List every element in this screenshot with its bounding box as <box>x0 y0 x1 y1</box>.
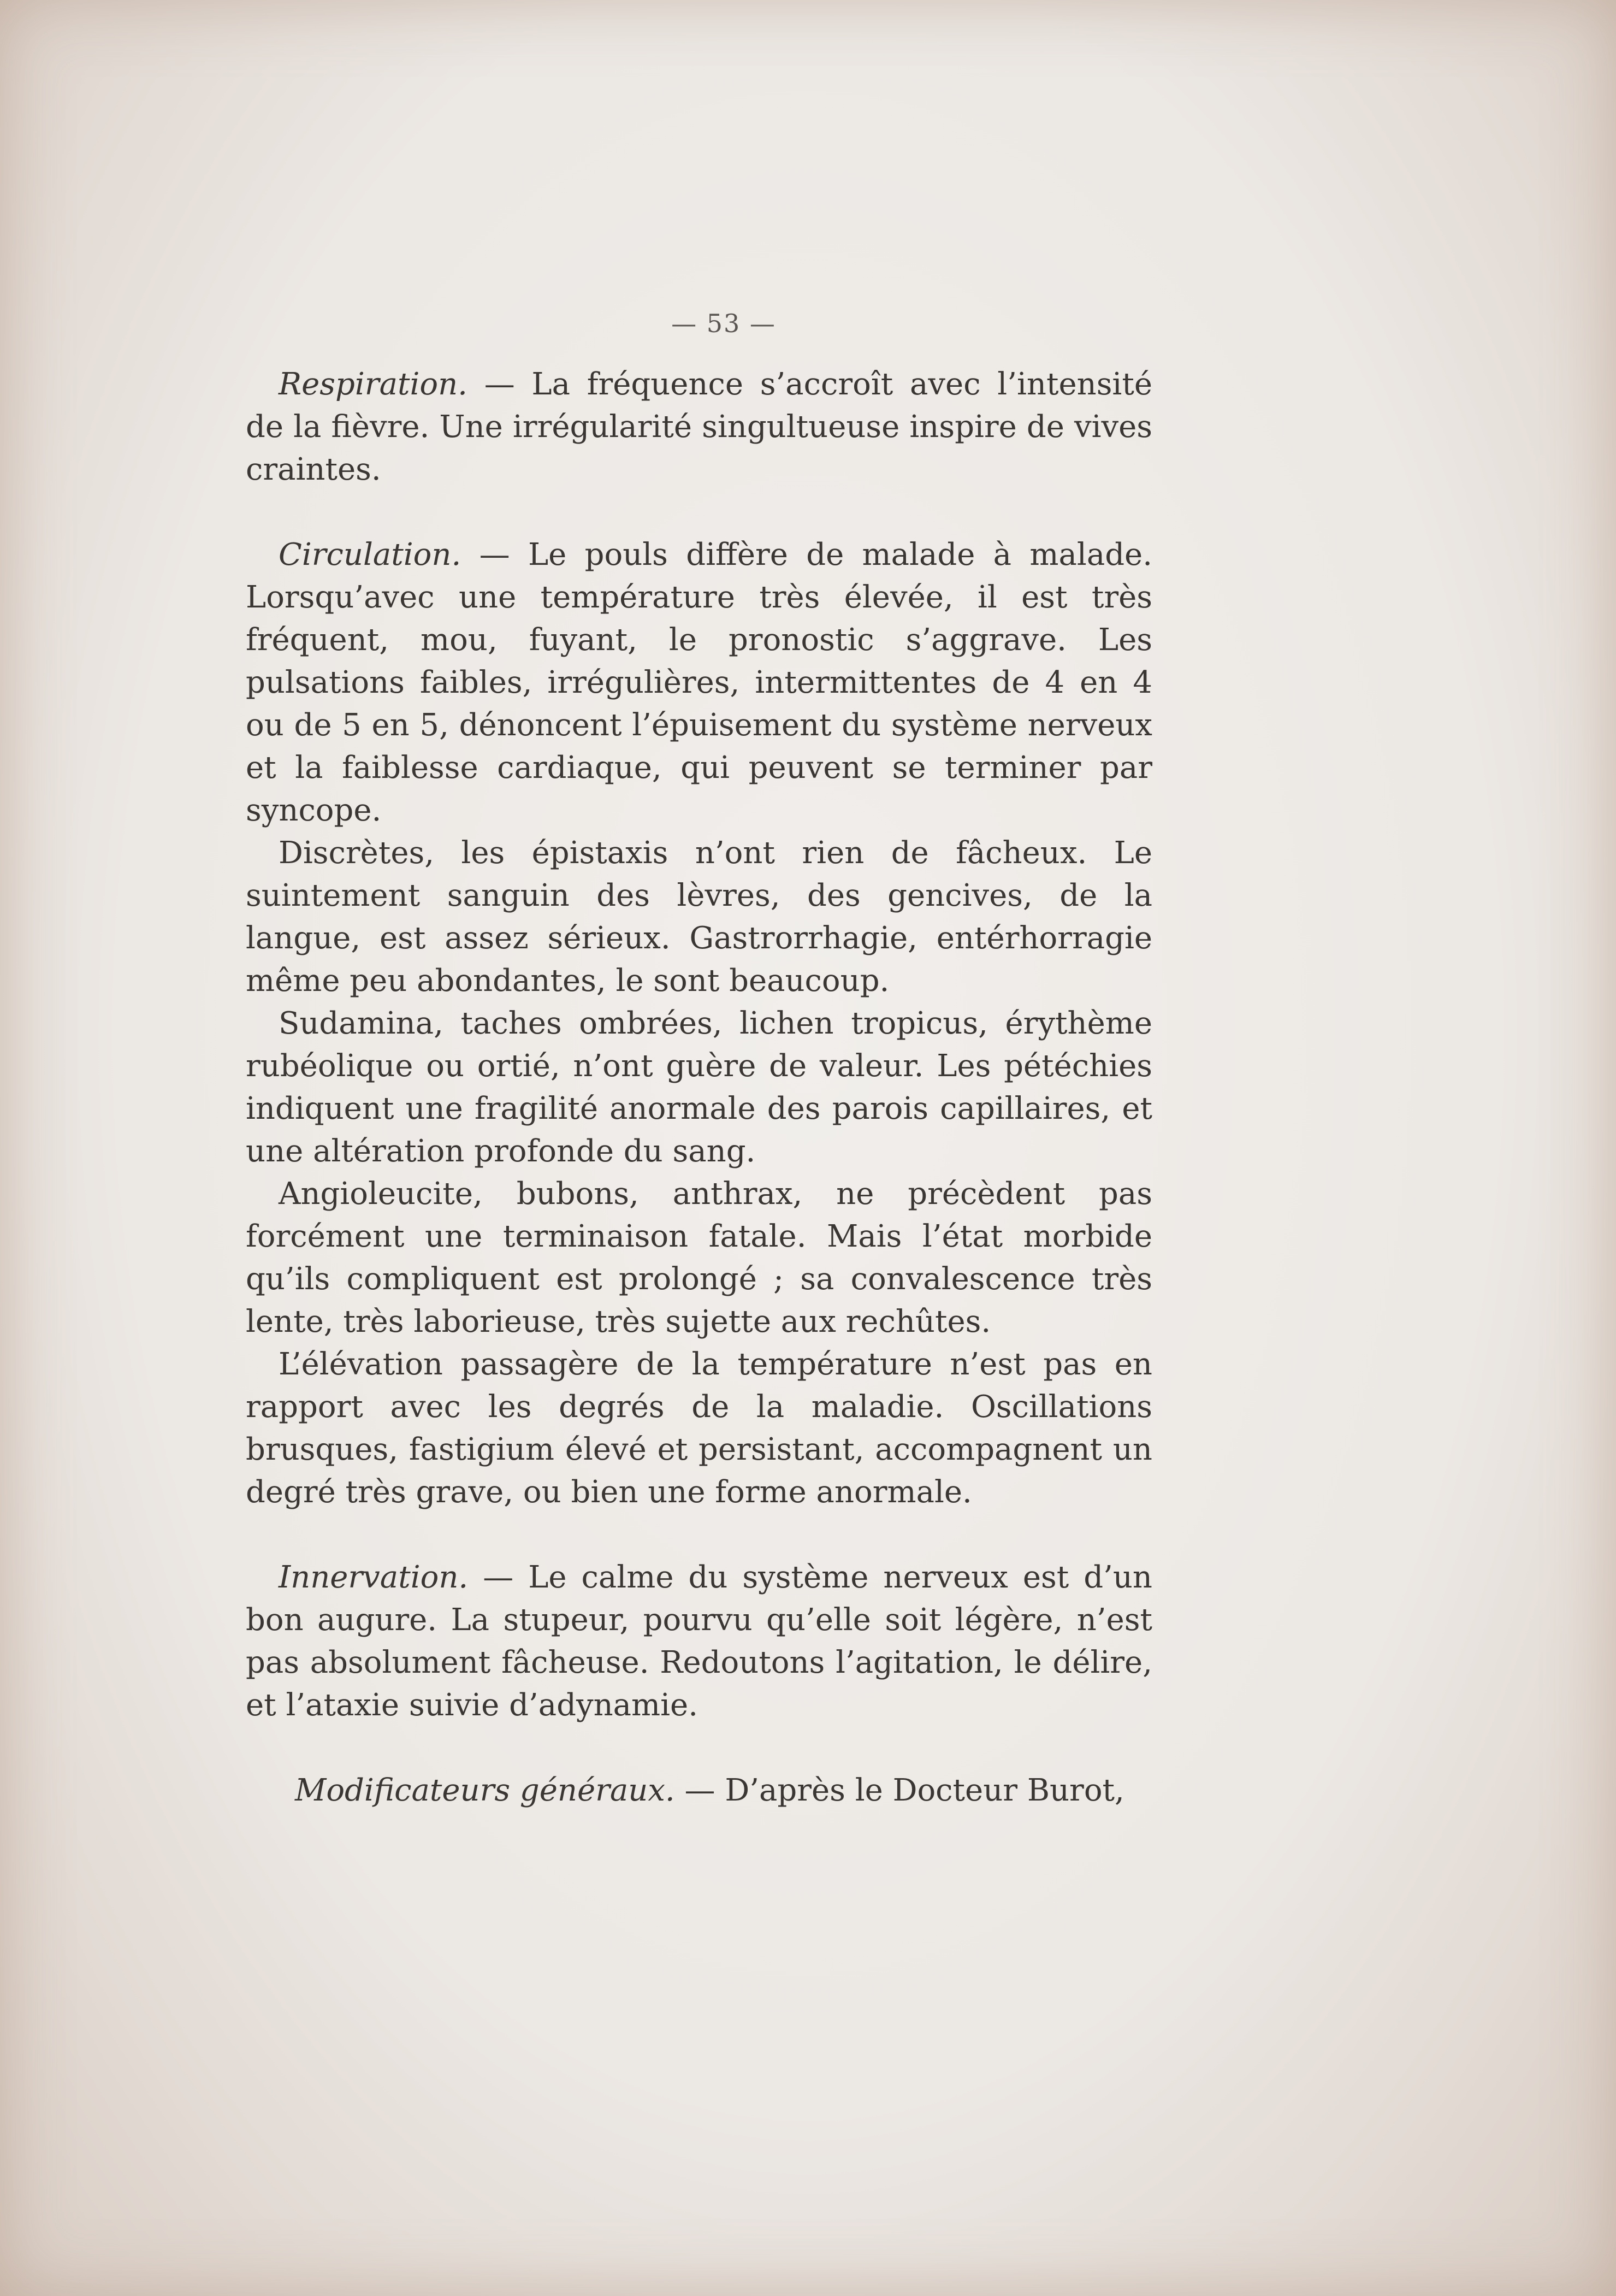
page-number: — 53 — <box>671 309 776 338</box>
innervation-paragraph <box>246 1556 1152 1727</box>
respiration-paragraph <box>246 363 1152 491</box>
body-text <box>246 363 1152 1812</box>
circulation-heading: Circulation. <box>279 537 461 572</box>
sudamina-paragraph: Sudamina, taches ombrées, lichen tropicus, érythème rubéolique ou ortié, n’ont guère de valeur. Les pétéchies indiquent une fragilité anormale des parois capillaires, et une altération profonde du sang. <box>246 1006 1152 1169</box>
respiration-heading: Respiration. <box>279 367 467 402</box>
circulation-text: — Le pouls diffère de malade à malade. Lorsqu’avec une température très élevée, il est très fréquent, mou, fuyant, le pronostic s’aggrave. Les pulsations faibles, irrégulières, intermittentes de 4 en 4 ou de 5 en 5, dénoncent l’épuisement du système nerveux et la faiblesse cardiaque, qui peuvent se terminer par syncope. <box>246 537 1152 828</box>
temperature-paragraph: L’élévation passagère de la température n’est pas en rapport avec les degrés de la maladie. Oscillations brusques, fastigium élevé et persistant, accompagnent un degré très grave, ou bien une forme anormale. <box>246 1347 1152 1510</box>
modificateurs-heading: Modificateurs généraux. <box>295 1773 675 1808</box>
modificateurs-text: — D’après le Docteur Burot, <box>674 1773 1124 1808</box>
epistaxis-paragraph: Discrètes, les épistaxis n’ont rien de fâcheux. Le suintement sanguin des lèvres, des gencives, de la langue, est assez sérieux. Gastrorrhagie, entérhorragie même peu abondantes, le sont beaucoup. <box>246 835 1152 999</box>
circulation-paragraph <box>246 534 1152 832</box>
respiration-text: — La fréquence s’accroît avec l’intensité de la fièvre. Une irrégularité singultueuse inspire de vives craintes. <box>246 367 1152 487</box>
innervation-heading: Innervation. <box>279 1560 469 1595</box>
angioleucite-paragraph: Angioleucite, bubons, anthrax, ne précèdent pas forcément une terminaison fatale. Mais l’état morbide qu’ils compliquent est prolongé ; sa convalescence très lente, très laborieuse, très sujette aux rechûtes. <box>246 1176 1152 1339</box>
modificateurs-paragraph <box>246 1769 1152 1812</box>
innervation-text: — Le calme du système nerveux est d’un bon augure. La stupeur, pourvu qu’elle soit légère, n’est pas absolument fâcheuse. Redoutons l’agitation, le délire, et l’ataxie suivie d’adynamie. <box>246 1560 1152 1723</box>
